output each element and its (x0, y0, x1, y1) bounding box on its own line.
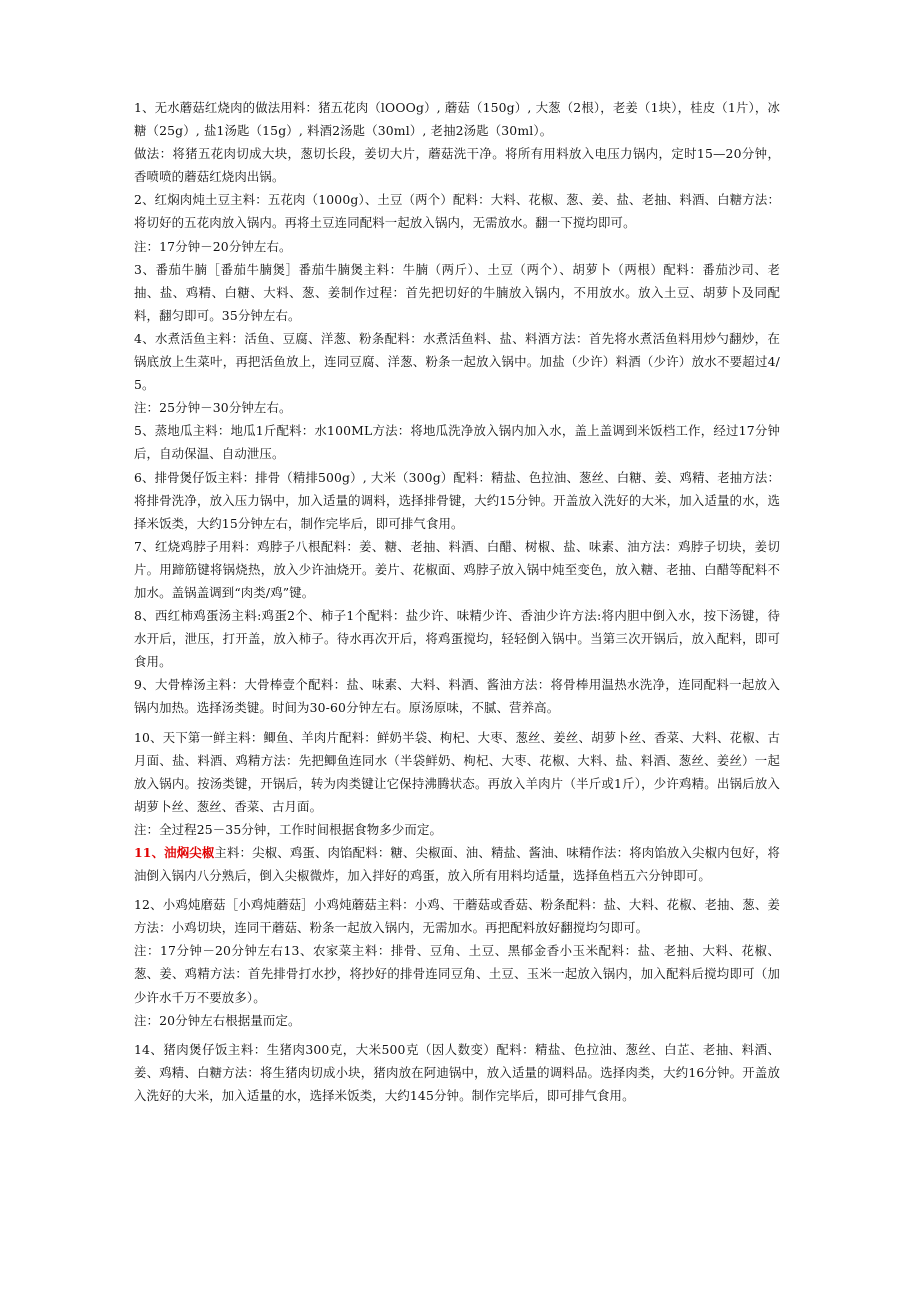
recipe-4-note: 注：25分钟－30分钟左右。 (134, 400, 292, 416)
recipe-11-title: 11、油焖尖椒 (134, 845, 215, 860)
recipe-1-method: 做法：将猪五花肉切成大块，葱切长段，姜切大片，蘑菇洗干净。将所有用料放入电压力锅内，定时15—20分钟，香喷喷的蘑菇红烧肉出锅。 (134, 146, 780, 185)
document-body (134, 96, 780, 1107)
recipe-6: 6、排骨煲仔饭主料：排骨（精排500g）, 大米（300g）配料：精盐、色拉油、葱丝、白糖、姜、鸡精、老抽方法：将排骨洗净，放入压力锅中，加入适量的调料，选择排骨键，大约15分钟。开盖放入洗好的大米，加入适量的水，选择米饭类，大约15分钟左右，制作完毕后，即可排气食用。 (134, 469, 780, 531)
recipe-1: 1、无水蘑菇红烧肉的做法用料：猪五花肉（lOOOg）, 蘑菇（150g）, 大葱（2根），老姜（1块），桂皮（1片），冰糖（25g）, 盐1汤匙（15g）, 料酒2汤匙（30ml）, 老抽2汤匙（30ml）。 (134, 100, 780, 139)
recipe-10: 10、天下第一鲜主料：鲫鱼、羊肉片配料：鲜奶半袋、枸杞、大枣、葱丝、姜丝、胡萝卜丝、香菜、大料、花椒、古月面、盐、料酒、鸡精方法：先把鲫鱼连同水（半袋鲜奶、枸杞、大枣、花椒、大料、盐、料酒、葱丝、姜丝）一起放入锅内。按汤类键，开锅后，转为肉类键让它保持沸腾状态。再放入羊肉片（半斤或1斤），少许鸡精。出锅后放入胡萝卜丝、葱丝、香菜、古月面。 (134, 729, 780, 814)
recipe-14: 14、猪肉煲仔饭主料：生猪肉300克，大米500克（因人数变）配料：精盐、色拉油、葱丝、白芷、老抽、料酒、姜、鸡精、白糖方法：将生猪肉切成小块，猪肉放在阿迪锅中，放入适量的调料品。选择肉类，大约16分钟。开盖放入洗好的大米，加入适量的水，选择米饭类，大约145分钟。制作完毕后，即可排气食用。 (134, 1041, 780, 1103)
recipe-5: 5、蒸地瓜主料：地瓜1斤配料：水100ML方法：将地瓜洗净放入锅内加入水，盖上盖调到米饭档工作，经过17分钟后，自动保温、自动泄压。 (134, 423, 780, 462)
recipe-7: 7、红烧鸡脖子用料：鸡脖子八根配料：姜、糖、老抽、料酒、白醋、树椒、盐、味素、油方法：鸡脖子切块，姜切片。用蹄筋键将锅烧热，放入少许油烧开。姜片、花椒面、鸡脖子放入锅中炖至变色，放入糖、老抽、白醋等配料不加水。盖锅盖调到“肉类/鸡”键。 (134, 538, 780, 600)
recipe-2-note: 注：17分钟－20分钟左右。 (134, 238, 292, 254)
recipe-11-body: 主料：尖椒、鸡蛋、肉馅配料：糖、尖椒面、油、精盐、酱油、味精作法：将肉馅放入尖椒内包好，将油倒入锅内八分熟后，倒入尖椒微炸，加入拌好的鸡蛋，放入所有用料均适量，选择鱼档五六分钟即可。 (134, 845, 781, 884)
recipe-13: 注：17分钟－20分钟左右13、农家菜主料：排骨、豆角、土豆、黑郁金香小玉米配料：盐、老抽、大料、花椒、葱、姜、鸡精方法：首先排骨打水抄，将抄好的排骨连同豆角、土豆、玉米一起放入锅内，加入配料后搅均即可（加少许水千万不要放多）。 (134, 943, 780, 1005)
recipe-2: 2、红焖肉炖土豆主料：五花肉（1000g）、土豆（两个）配料：大料、花椒、葱、姜、盐、老抽、料酒、白糖方法：将切好的五花肉放入锅内。再将土豆连同配料一起放入锅内，无需放水。翻一下搅均即可。 (134, 192, 780, 231)
recipe-9: 9、大骨棒汤主料：大骨棒壹个配料：盐、味素、大料、料酒、酱油方法：将骨棒用温热水洗净，连同配料一起放入锅内加热。选择汤类键。时间为30-60分钟左右。原汤原味，不腻、营养高。 (134, 677, 780, 716)
recipe-4: 4、水煮活鱼主料：活鱼、豆腐、洋葱、粉条配料：水煮活鱼料、盐、料酒方法：首先将水煮活鱼料用炒勺翻炒，在锅底放上生菜叶，再把活鱼放上，连同豆腐、洋葱、粉条一起放入锅中。加盐（少许）料酒（少许）放水不要超过4/5。 (134, 330, 780, 393)
recipe-3: 3、番茄牛腩［番茄牛腩煲］番茄牛腩煲主料：牛腩（两斤）、土豆（两个）、胡萝卜（两根）配料：番茄沙司、老抽、盐、鸡精、白糖、大料、葱、姜制作过程：首先把切好的牛腩放入锅内，不用放水。放入土豆、胡萝卜及同配料，翻匀即可。35分钟左右。 (134, 261, 780, 323)
recipe-13-note: 注：20分钟左右根据量而定。 (134, 1012, 301, 1028)
recipe-12: 12、小鸡炖磨菇［小鸡炖蘑菇］小鸡炖蘑菇主料：小鸡、干蘑菇或香菇、粉条配料：盐、大料、花椒、老抽、葱、姜方法：小鸡切块，连同干蘑菇、粉条一起放入锅内，无需加水。再把配料放好翻搅均匀即可。 (134, 897, 780, 936)
recipe-10-note: 注：全过程25－35分钟，工作时间根据食物多少而定。 (134, 821, 443, 837)
recipe-11 (134, 841, 780, 887)
recipe-8: 8、西红柿鸡蛋汤主料:鸡蛋2个、柿子1个配料：盐少许、味精少许、香油少许方法:将内胆中倒入水，按下汤键，待水开后，泄压，打开盖，放入柿子。待水再次开后，将鸡蛋搅均，轻轻倒入锅中。当第三次开锅后，放入配料，即可食用。 (134, 608, 780, 670)
